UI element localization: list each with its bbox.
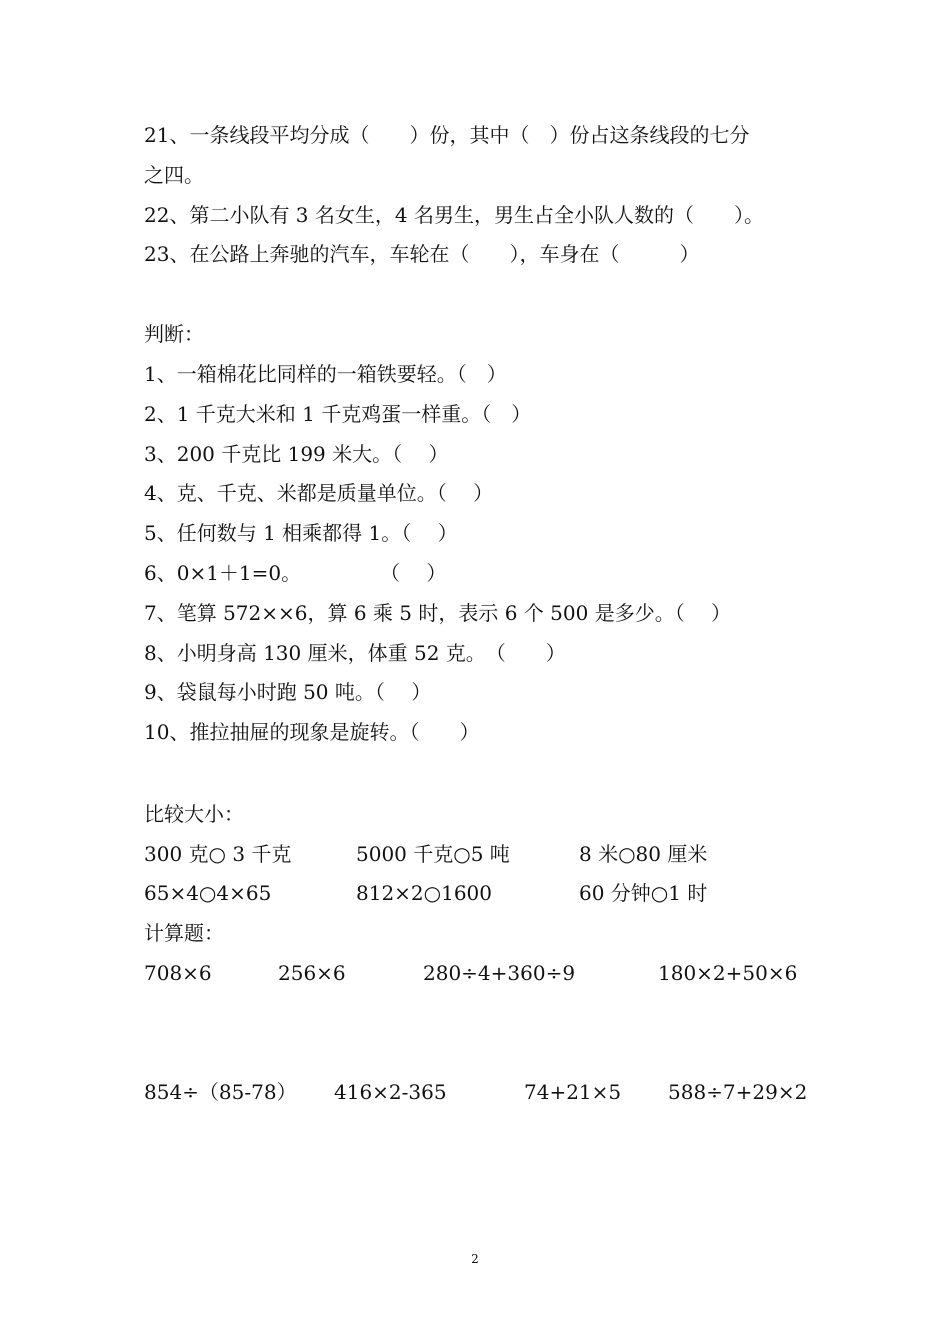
judgment-item-1: 1、一箱棉花比同样的一箱铁要轻。（ ） <box>144 362 507 386</box>
calculation-item: 854÷（85-78） <box>144 1080 297 1104</box>
compare-heading: 比较大小： <box>144 802 244 826</box>
judgment-item-6: 6、0×1＋1=0。 <box>144 561 302 585</box>
compare-item: 8 米○80 厘米 <box>579 842 708 866</box>
judgment-item-10: 10、推拉抽屉的现象是旋转。（ ） <box>144 720 480 744</box>
judgment-item-9: 9、袋鼠每小时跑 50 吨。（ ） <box>144 680 432 704</box>
calculation-item: 74+21×5 <box>524 1080 622 1104</box>
compare-item: 5000 千克○5 吨 <box>356 842 510 866</box>
judgment-item-3: 3、200 千克比 199 米大。（ ） <box>144 442 449 466</box>
judgment-item-8: 8、小明身高 130 厘米，体重 52 克。 （ ） <box>144 641 566 665</box>
judgment-item-7: 7、笔算 572××6，算 6 乘 5 时，表示 6 个 500 是多少。（ ） <box>144 601 732 625</box>
judgment-item-6-blank: （ ） <box>380 561 447 585</box>
calculation-item: 588÷7+29×2 <box>668 1080 808 1104</box>
judgment-heading: 判断： <box>144 322 204 346</box>
calculation-item: 708×6 <box>144 961 212 985</box>
calculation-heading: 计算题： <box>144 921 224 945</box>
compare-item: 65×4○4×65 <box>144 881 272 905</box>
calculation-item: 280÷4+360÷9 <box>423 961 576 985</box>
question-21-line-1: 21、一条线段平均分成（ ）份，其中（ ）份占这条线段的七分 <box>144 123 750 147</box>
compare-item: 60 分钟○1 时 <box>579 881 708 905</box>
compare-item: 812×2○1600 <box>356 881 493 905</box>
calculation-item: 416×2-365 <box>334 1080 447 1104</box>
judgment-item-5: 5、任何数与 1 相乘都得 1。（ ） <box>144 521 458 545</box>
question-22: 22、第二小队有 3 名女生，4 名男生，男生占全小队人数的（ ）。 <box>144 203 764 227</box>
question-21-line-2: 之四。 <box>144 163 204 187</box>
judgment-item-4: 4、克、千克、米都是质量单位。（ ） <box>144 481 494 505</box>
judgment-item-2: 2、1 千克大米和 1 千克鸡蛋一样重。（ ） <box>144 402 532 426</box>
question-23: 23、在公路上奔驰的汽车，车轮在（ ），车身在（ ） <box>144 242 700 266</box>
calculation-item: 180×2+50×6 <box>658 961 798 985</box>
page-number: 2 <box>471 1252 479 1266</box>
compare-item: 300 克○ 3 千克 <box>144 842 292 866</box>
calculation-item: 256×6 <box>278 961 346 985</box>
